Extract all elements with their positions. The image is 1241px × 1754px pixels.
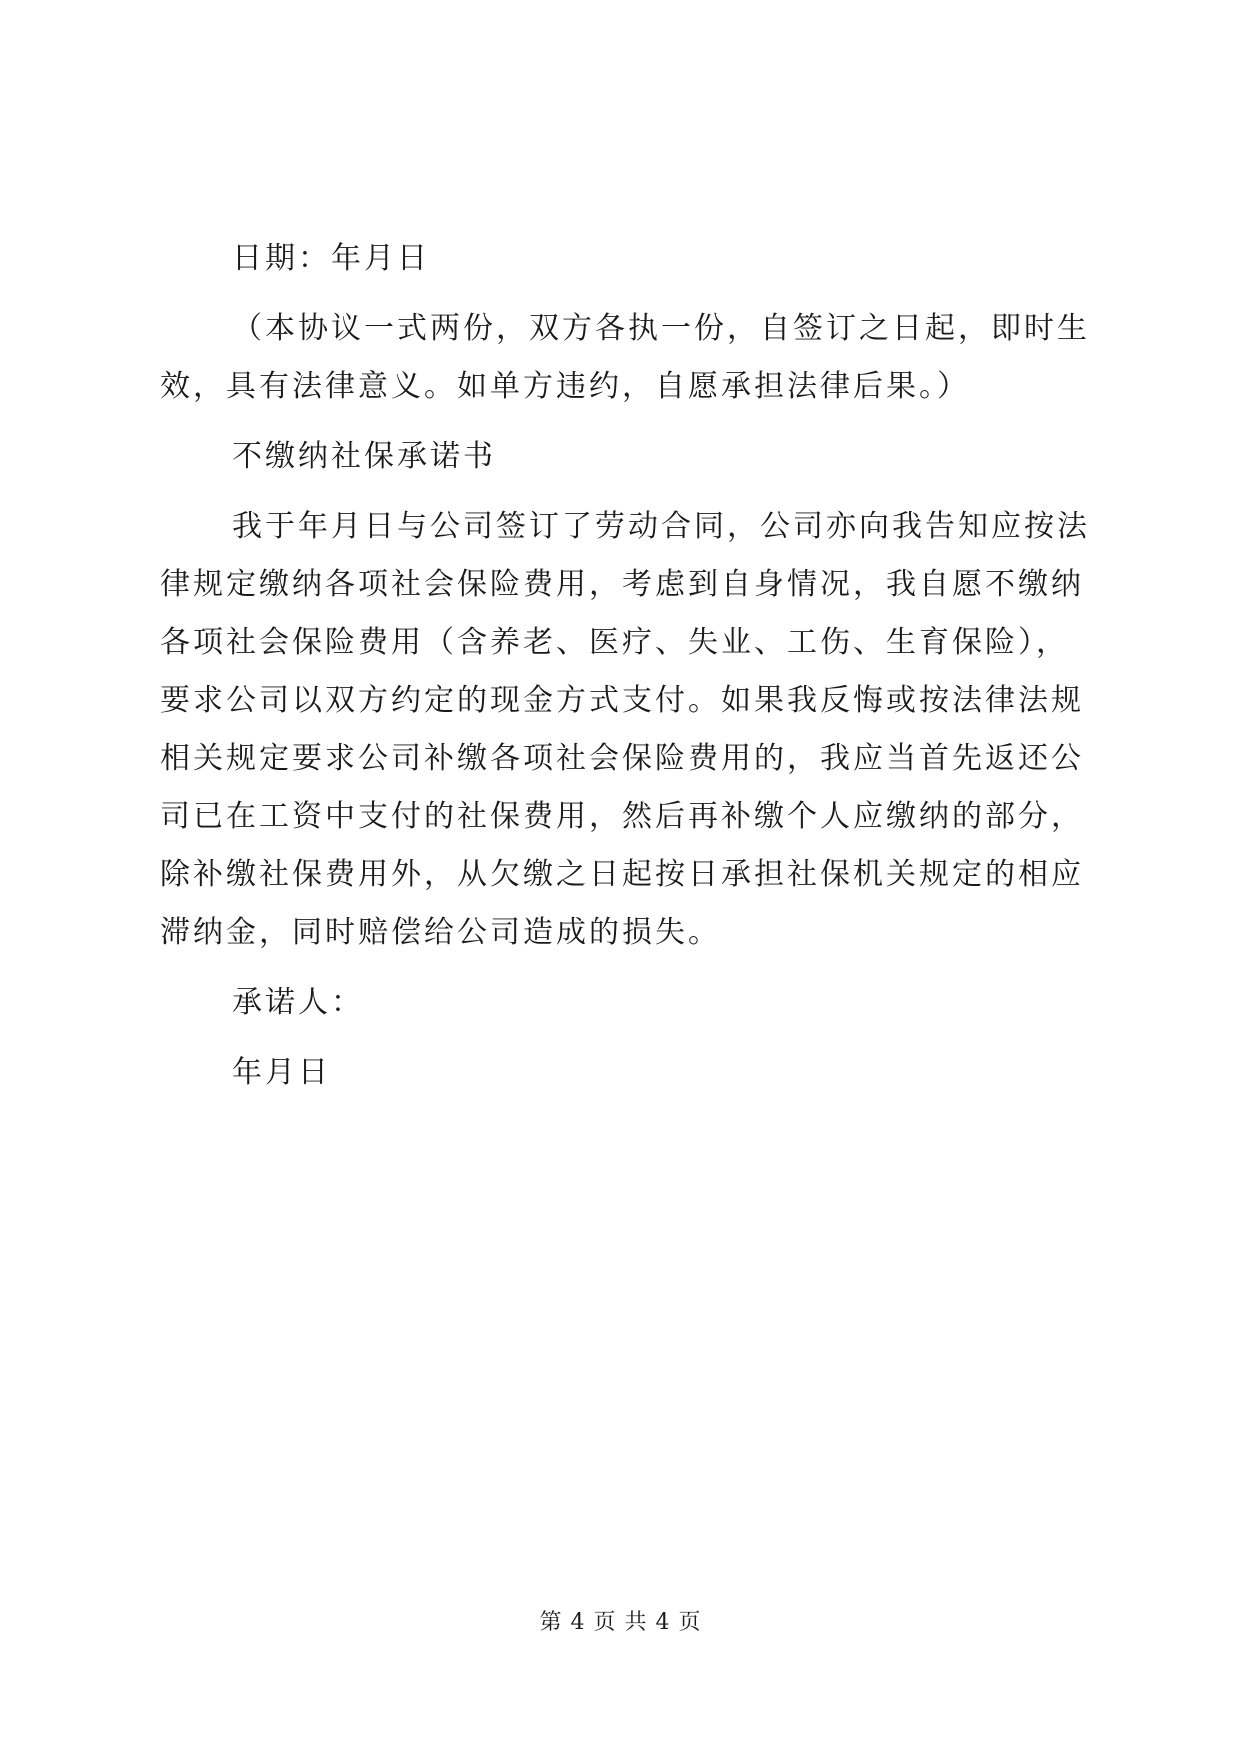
signer-label: 承诺人： <box>232 985 364 1020</box>
sign-date: 年月日 <box>232 1055 331 1090</box>
document-heading: 不缴纳社保承诺书 <box>232 439 496 474</box>
agreement-note: （本协议一式两份，双方各执一份，自签订之日起，即时生效，具有法律意义。如单方违约，自愿承担法律后果。） <box>160 311 1090 404</box>
page-number-footer: 第 4 页 共 4 页 <box>539 1610 702 1635</box>
commitment-paragraph: 我于年月日与公司签订了劳动合同，公司亦向我告知应按法律规定缴纳各项社会保险费用，考虑到自身情况，我自愿不缴纳各项社会保险费用（含养老、医疗、失业、工伤、生育保险），要求公司以双方约定的现金方式支付。如果我反悔或按法律法规相关规定要求公司补缴各项社会保险费用的，我应当首先返还公司已在工资中支付的社保费用，然后再补缴个人应缴纳的部分，除补缴社保费用外，从欠缴之日起按日承担社保机关规定的相应滞纳金，同时赔偿给公司造成的损失。 <box>160 509 1090 950</box>
date-line: 日期：年月日 <box>232 241 430 276</box>
document-body <box>160 230 1090 1114</box>
